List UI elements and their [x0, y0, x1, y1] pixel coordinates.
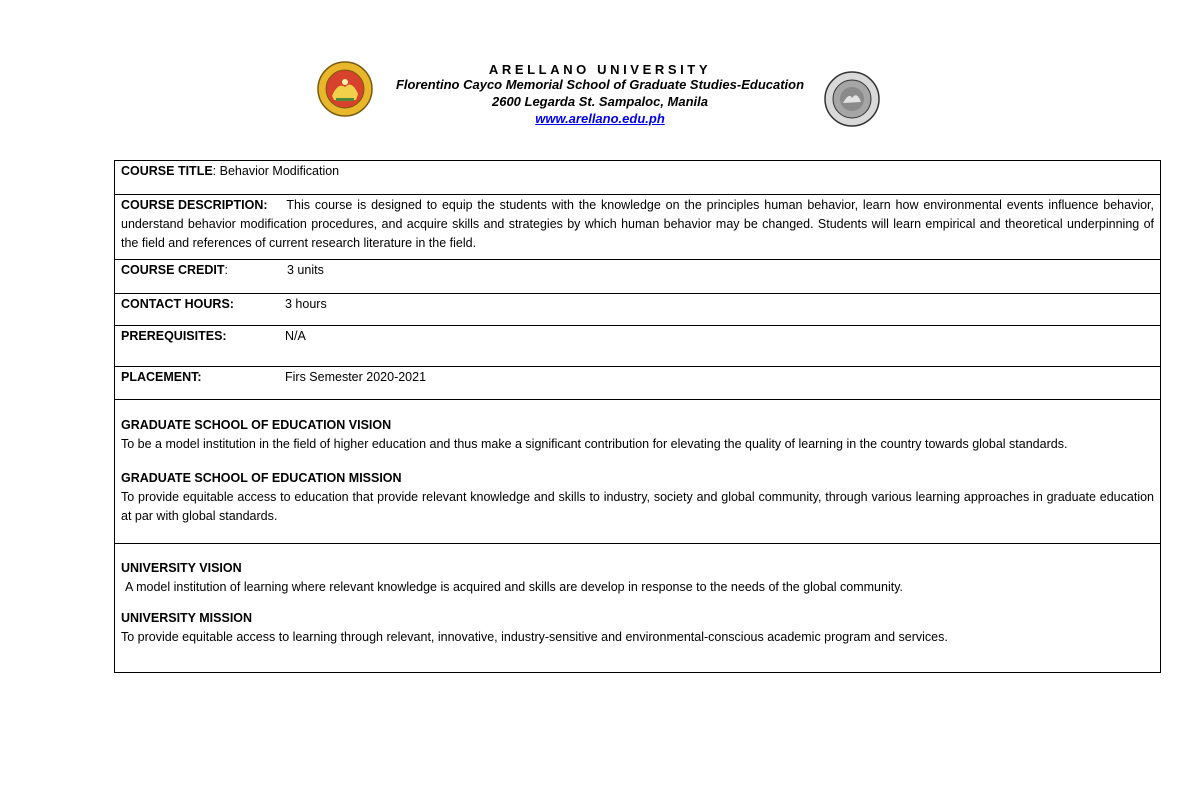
university-name: ARELLANO UNIVERSITY [488, 62, 712, 77]
contact-hours-row [115, 293, 1160, 325]
course-credit-row [115, 259, 1160, 293]
placement-label: PLACEMENT: [121, 370, 202, 384]
university-mission-heading: UNIVERSITY MISSION [121, 611, 253, 625]
contact-hours-label: CONTACT HOURS: [121, 297, 234, 311]
gse-vision-heading: GRADUATE SCHOOL OF EDUCATION VISION [121, 418, 392, 432]
school-address: 2600 Legarda St. Sampaloc, Manila [491, 94, 709, 109]
course-credit-label: COURSE CREDIT: [121, 263, 228, 277]
prerequisites-row [115, 325, 1160, 366]
placement-row [115, 366, 1160, 399]
university-mission-text: To provide equitable access to learning through relevant, innovative, industry-sensitive and environmental-conscious academic program and services. [121, 630, 948, 644]
course-title-label: COURSE TITLE [121, 164, 213, 178]
website-link[interactable]: www.arellano.edu.ph [535, 111, 665, 126]
document-header [0, 62, 1200, 128]
course-title-value: Behavior Modification [219, 164, 340, 178]
prerequisites-value: N/A [285, 329, 306, 343]
placement-value: Firs Semester 2020-2021 [285, 370, 427, 384]
gse-vision-text: To be a model institution in the field of higher education and thus make a significant contribution for elevating the quality of learning in the country towards global standards. [121, 437, 1068, 451]
course-title-row: COURSE TITLE: Behavior Modification [115, 161, 1160, 194]
university-vision-text: A model institution of learning where relevant knowledge is acquired and skills are develop in response to the needs of the global community. [125, 580, 904, 594]
course-description-row [115, 194, 1160, 259]
course-description-label: COURSE DESCRIPTION: [121, 198, 268, 212]
gse-mission-text: To provide equitable access to education that provide relevant knowledge and skills to industry, society and global community, through various learning approaches in graduate education at par with global standards. [121, 490, 1154, 523]
gse-mission-heading: GRADUATE SCHOOL OF EDUCATION MISSION [121, 471, 402, 485]
course-description-value: This course is designed to equip the students with the knowledge on the principles human behavior, learn how environmental events influence behavior, understand behavior modification procedures, and acquire skills and strategies by which human behavior may be changed. Students will learn empirical and theoretical underpinning of the field and references of current research literature in the field. [121, 198, 1154, 250]
university-vision-heading: UNIVERSITY VISION [121, 561, 242, 575]
prerequisites-label: PREREQUISITES: [121, 329, 227, 343]
school-name: Florentino Cayco Memorial School of Graduate Studies-Education [395, 77, 805, 92]
university-section [115, 543, 1160, 672]
contact-hours-value: 3 hours [285, 297, 327, 311]
course-credit-value: 3 units [287, 263, 324, 277]
course-info-table [114, 160, 1161, 673]
graduate-school-section [115, 399, 1160, 543]
